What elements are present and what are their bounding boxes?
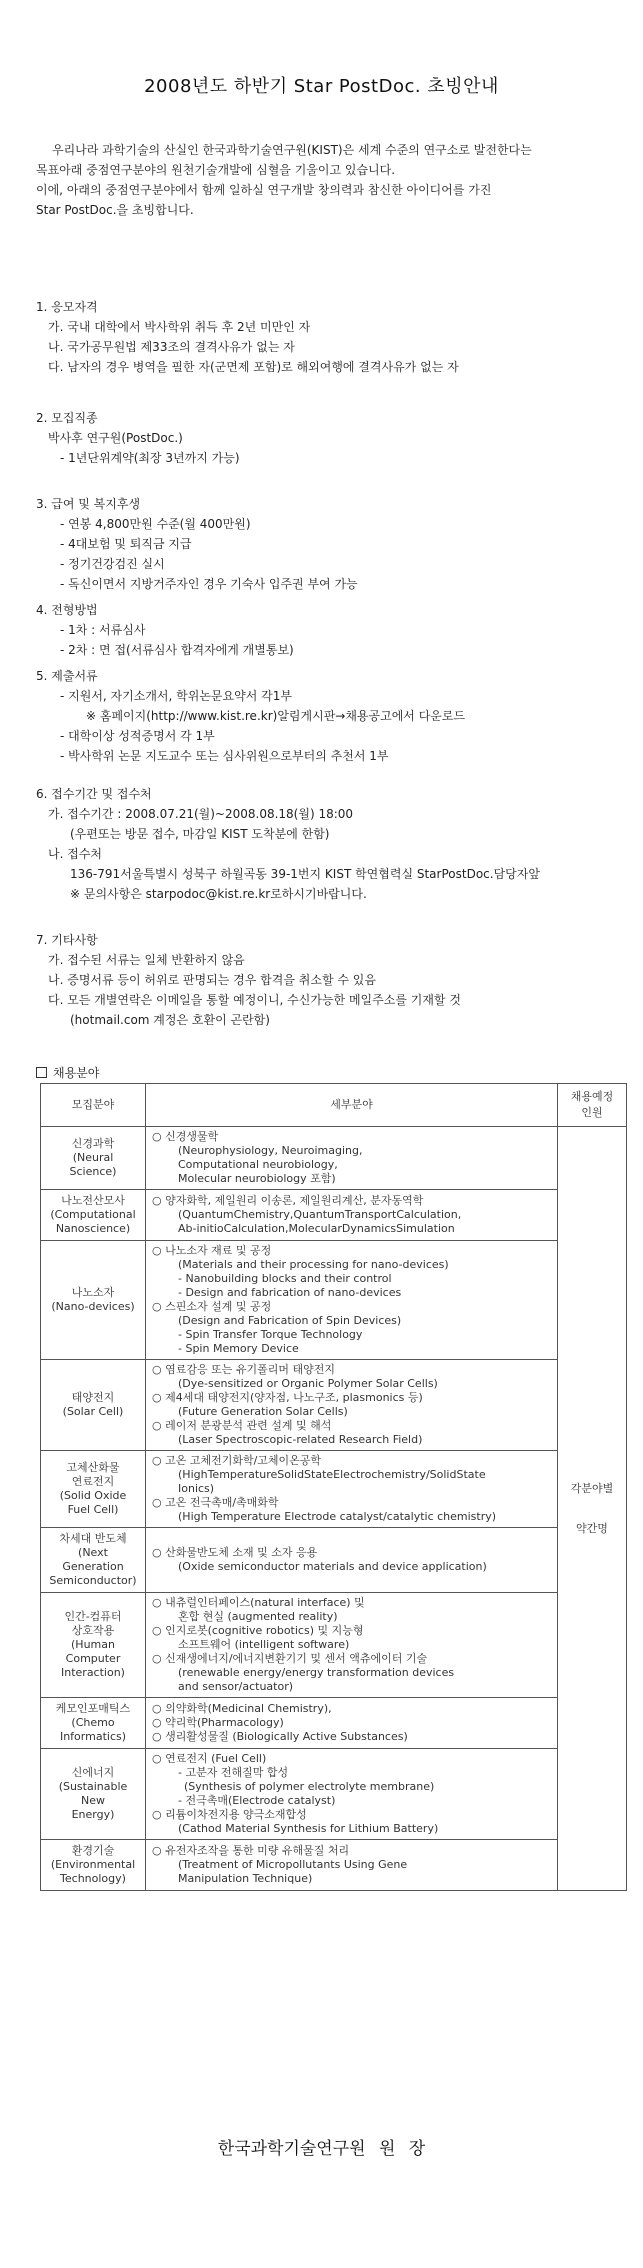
field-line: New (81, 1794, 105, 1807)
field-line: (Chemo (71, 1716, 115, 1729)
detail-line: Molecular neurobiology 포함) (178, 1172, 336, 1185)
detail-line: 소프트웨어 (intelligent software) (178, 1638, 350, 1651)
detail-line: ○ 양자화학, 제일원리 이송론, 제일원리계산, 분자동역학 (152, 1194, 424, 1207)
table-row (41, 1593, 627, 1698)
footer-signature: 한국과학기술연구원 원 장 (217, 2139, 426, 2159)
table-row (41, 1528, 627, 1593)
section-5 (36, 666, 636, 766)
intro-line: 이에, 아래의 중점연구분야에서 함께 일하실 연구개발 창의력과 참신한 아이디어를 가진 (36, 183, 492, 197)
field-line: (Next (78, 1546, 108, 1559)
field-line: Semiconductor) (49, 1574, 137, 1587)
field-line: 연료전지 (71, 1475, 115, 1488)
detail-line: ○ 나노소자 재료 및 공정 (152, 1244, 272, 1257)
section-heading: 1. 응모자격 (36, 300, 98, 314)
section-line: 나. 국가공무원법 제33조의 결격사유가 없는 자 (48, 340, 295, 354)
detail-line: Computational neurobiology, (178, 1158, 338, 1171)
detail-cell (146, 1127, 558, 1190)
detail-line: - Spin Memory Device (178, 1342, 299, 1355)
detail-line: (High Temperature Electrode catalyst/catalytic chemistry) (178, 1510, 497, 1523)
detail-line: (Design and Fabrication of Spin Devices) (178, 1314, 402, 1327)
section-line: 나. 증명서류 등이 허위로 판명되는 경우 합격을 취소할 수 있음 (48, 973, 376, 987)
section-line: 다. 모든 개별연락은 이메일을 통할 예정이니, 수신가능한 메일주소를 기재할 것 (48, 993, 461, 1007)
intro-line: 목표아래 중점연구분야의 원천기술개발에 심혈을 기울이고 있습니다. (36, 163, 396, 177)
detail-line: ○ 제4세대 태양전지(양자점, 나노구조, plasmonics 등) (152, 1391, 423, 1404)
field-line: (Computational (50, 1208, 136, 1221)
detail-line: ○ 신경생물학 (152, 1130, 219, 1143)
detail-line: ○ 유전자조작을 통한 미량 유해물질 처리 (152, 1844, 350, 1857)
detail-line: ○ 생리활성물질 (Biologically Active Substances) (152, 1730, 408, 1743)
checkbox-square-icon (36, 1067, 47, 1078)
section-line: 가. 접수된 서류는 일체 반환하지 않음 (48, 953, 245, 967)
section-heading: 5. 제출서류 (36, 669, 98, 683)
detail-line: (QuantumChemistry,QuantumTransportCalculation, (178, 1208, 462, 1221)
detail-line: ○ 연료전지 (Fuel Cell) (152, 1752, 267, 1765)
table-row (41, 1451, 627, 1528)
section-line: - 박사학위 논문 지도교수 또는 심사위원으로부터의 추천서 1부 (60, 749, 389, 763)
section-line: 나. 접수처 (48, 847, 102, 861)
intro-line: 우리나라 과학기술의 산실인 한국과학기술연구원(KIST)은 세계 수준의 연구소로 발전한다는 (52, 143, 532, 157)
detail-line: - Design and fabrication of nano-devices (178, 1286, 402, 1299)
field-line: Technology) (60, 1872, 126, 1885)
detail-line: ○ 의약화학(Medicinal Chemistry), (152, 1702, 332, 1715)
section-line: - 독신이면서 지방거주자인 경우 기숙사 입주권 부여 가능 (60, 577, 358, 591)
section-line: - 1차 : 서류심사 (60, 623, 146, 637)
section-heading: 7. 기타사항 (36, 933, 98, 947)
section-heading: 3. 급여 및 복지후생 (36, 497, 141, 511)
field-line: 신경과학 (71, 1137, 115, 1150)
section-3 (36, 494, 636, 594)
field-line: (Neural (72, 1151, 114, 1164)
detail-line: ○ 산화물반도체 소재 및 소자 응용 (152, 1546, 318, 1559)
detail-line: ○ 스핀소자 설계 및 공정 (152, 1300, 272, 1313)
field-line: 케모인포매틱스 (55, 1702, 131, 1715)
recruit-heading-text: 채용분야 (53, 1066, 100, 1080)
section-line: (우편또는 방문 접수, 마감일 KIST 도착분에 한함) (70, 827, 330, 841)
detail-cell (146, 1840, 558, 1891)
detail-line: Manipulation Technique) (178, 1872, 313, 1885)
section-line: ※ 홈페이지(http://www.kist.re.kr)알림게시판→채용공고에서 다운로드 (86, 709, 466, 723)
field-line: (Human (71, 1638, 115, 1651)
field-cell (41, 1698, 146, 1749)
section-7 (36, 930, 636, 1030)
section-line: - 4대보험 및 퇴직금 지급 (60, 537, 192, 551)
detail-line: Ionics) (178, 1482, 215, 1495)
field-cell (41, 1127, 146, 1190)
field-line: Fuel Cell) (67, 1503, 119, 1516)
field-line: 환경기술 (71, 1844, 115, 1857)
detail-cell (146, 1241, 558, 1360)
intro-paragraph (36, 140, 626, 220)
field-line: (Sustainable (58, 1780, 128, 1793)
detail-line: (Neurophysiology, Neuroimaging, (178, 1144, 363, 1157)
section-1 (36, 297, 636, 377)
field-line: 신에너지 (71, 1766, 115, 1779)
section-heading: 6. 접수기간 및 접수처 (36, 787, 152, 801)
section-line: - 대학이상 성적증명서 각 1부 (60, 729, 215, 743)
detail-line: - 전극촉매(Electrode catalyst) (178, 1794, 336, 1807)
detail-line: (Materials and their processing for nano-devices) (178, 1258, 449, 1271)
table-row (41, 1749, 627, 1840)
field-line: 인간-컴퓨터 (64, 1610, 122, 1623)
section-line: - 2차 : 면 접(서류심사 합격자에게 개별통보) (60, 643, 294, 657)
detail-line: ○ 고온 고체전기화학/고체이온공학 (152, 1454, 322, 1467)
detail-line: ○ 레이저 분광분석 관련 설계 및 해석 (152, 1419, 332, 1432)
count-line: 각분야별 (570, 1481, 614, 1495)
section-line: - 연봉 4,800만원 수준(월 400만원) (60, 517, 251, 531)
field-line: Interaction) (61, 1666, 125, 1679)
detail-line: - Nanobuilding blocks and their control (178, 1272, 392, 1285)
field-line: 나노소자 (71, 1286, 115, 1299)
detail-line: ○ 인지로봇(cognitive robotics) 및 지능형 (152, 1624, 364, 1637)
field-line: Informatics) (59, 1730, 127, 1743)
detail-line: (Synthesis of polymer electrolyte membrane) (184, 1780, 435, 1793)
intro-line: Star PostDoc.을 초빙합니다. (36, 203, 194, 217)
detail-cell (146, 1593, 558, 1698)
section-line: ※ 문의사항은 starpodoc@kist.re.kr로하시기바랍니다. (70, 887, 367, 901)
field-line: 차세대 반도체 (59, 1532, 127, 1545)
field-line: 태양전지 (71, 1391, 115, 1404)
field-line: Generation (62, 1560, 124, 1573)
detail-line: and sensor/actuator) (178, 1680, 294, 1693)
table-row (41, 1840, 627, 1891)
detail-line: (HighTemperatureSolidStateElectrochemistry/SolidState (178, 1468, 486, 1481)
field-cell (41, 1190, 146, 1241)
field-line: (Solar Cell) (62, 1405, 124, 1418)
section-6 (36, 784, 636, 904)
field-line: Computer (65, 1652, 121, 1665)
detail-line: (Treatment of Micropollutants Using Gene (178, 1858, 408, 1871)
table-body (41, 1127, 627, 1891)
detail-line: (Cathod Material Synthesis for Lithium Battery) (178, 1822, 439, 1835)
field-line: Science) (69, 1165, 117, 1178)
detail-line: ○ 약리학(Pharmacology) (152, 1716, 284, 1729)
count-cell (558, 1127, 627, 1891)
field-cell (41, 1241, 146, 1360)
section-line: 가. 국내 대학에서 박사학위 취득 후 2년 미만인 자 (48, 320, 311, 334)
section-line: - 정기건강검진 실시 (60, 557, 165, 571)
recruit-table (40, 1083, 627, 1891)
section-line: 136-791서울특별시 성북구 하월곡동 39-1번지 KIST 학연협력실 StarPostDoc.담당자앞 (70, 867, 540, 881)
section-line: 다. 남자의 경우 병역을 필한 자(군면제 포함)로 해외여행에 결격사유가 없는 자 (48, 360, 459, 374)
field-cell (41, 1528, 146, 1593)
field-line: Energy) (71, 1808, 115, 1821)
field-cell (41, 1593, 146, 1698)
field-cell (41, 1451, 146, 1528)
detail-cell (146, 1451, 558, 1528)
detail-cell (146, 1190, 558, 1241)
field-cell (41, 1840, 146, 1891)
detail-line: ○ 염료감응 또는 유기폴리머 태양전지 (152, 1363, 335, 1376)
detail-line: ○ 고온 전극촉매/촉매화학 (152, 1496, 279, 1509)
section-heading: 2. 모집직종 (36, 411, 98, 425)
field-line: Nanoscience) (55, 1222, 131, 1235)
document-title: 2008년도 하반기 Star PostDoc. 초빙안내 (144, 76, 499, 97)
field-cell (41, 1360, 146, 1451)
section-line: 박사후 연구원(PostDoc.) (48, 431, 183, 445)
section-line: - 1년단위계약(최장 3년까지 가능) (60, 451, 240, 465)
table-row (41, 1241, 627, 1360)
section-2 (36, 408, 636, 468)
field-line: (Environmental (50, 1858, 136, 1871)
detail-line: (Laser Spectroscopic-related Research Field) (178, 1433, 423, 1446)
field-line: (Nano-devices) (51, 1300, 135, 1313)
detail-cell (146, 1749, 558, 1840)
count-line: 약간명 (576, 1521, 608, 1535)
table-row (41, 1360, 627, 1451)
header-count: 채용예정 인원 (558, 1084, 627, 1127)
detail-line: Ab-initioCalculation,MolecularDynamicsSimulation (178, 1222, 455, 1235)
detail-line: ○ 리튬이차전지용 양극소재합성 (152, 1808, 307, 1821)
table-row (41, 1698, 627, 1749)
detail-line: ○ 내츄럴인터페이스(natural interface) 및 (152, 1596, 365, 1609)
detail-line: - 고분자 전해질막 합성 (178, 1766, 289, 1779)
section-line: (hotmail.com 계정은 호환이 곤란함) (70, 1013, 270, 1027)
detail-line: (Oxide semiconductor materials and device application) (178, 1560, 487, 1573)
header-field: 모집분야 (41, 1084, 146, 1127)
detail-cell (146, 1698, 558, 1749)
detail-line: (Dye-sensitized or Organic Polymer Solar Cells) (178, 1377, 438, 1390)
recruit-heading (36, 1064, 99, 1081)
field-line: 고체산화물 (66, 1461, 120, 1474)
section-heading: 4. 전형방법 (36, 603, 98, 617)
detail-line: ○ 신재생에너지/에너지변환기기 및 센서 액츄에이터 기술 (152, 1652, 428, 1665)
detail-cell (146, 1528, 558, 1593)
table-header-row (41, 1084, 627, 1127)
table-row (41, 1190, 627, 1241)
section-line: - 지원서, 자기소개서, 학위논문요약서 각1부 (60, 689, 292, 703)
table-row (41, 1127, 627, 1190)
section-line: 가. 접수기간 : 2008.07.21(월)~2008.08.18(월) 18:00 (48, 807, 354, 821)
detail-line: (renewable energy/energy transformation devices (178, 1666, 455, 1679)
header-detail: 세부분야 (146, 1084, 558, 1127)
detail-line: 혼합 현실 (augmented reality) (178, 1610, 338, 1623)
field-line: (Solid Oxide (59, 1489, 127, 1502)
field-line: 나노전산모사 (61, 1194, 125, 1207)
field-line: 상호작용 (71, 1624, 115, 1637)
detail-line: - Spin Transfer Torque Technology (178, 1328, 363, 1341)
field-cell (41, 1749, 146, 1840)
detail-line: (Future Generation Solar Cells) (178, 1405, 348, 1418)
section-4 (36, 600, 636, 660)
detail-cell (146, 1360, 558, 1451)
